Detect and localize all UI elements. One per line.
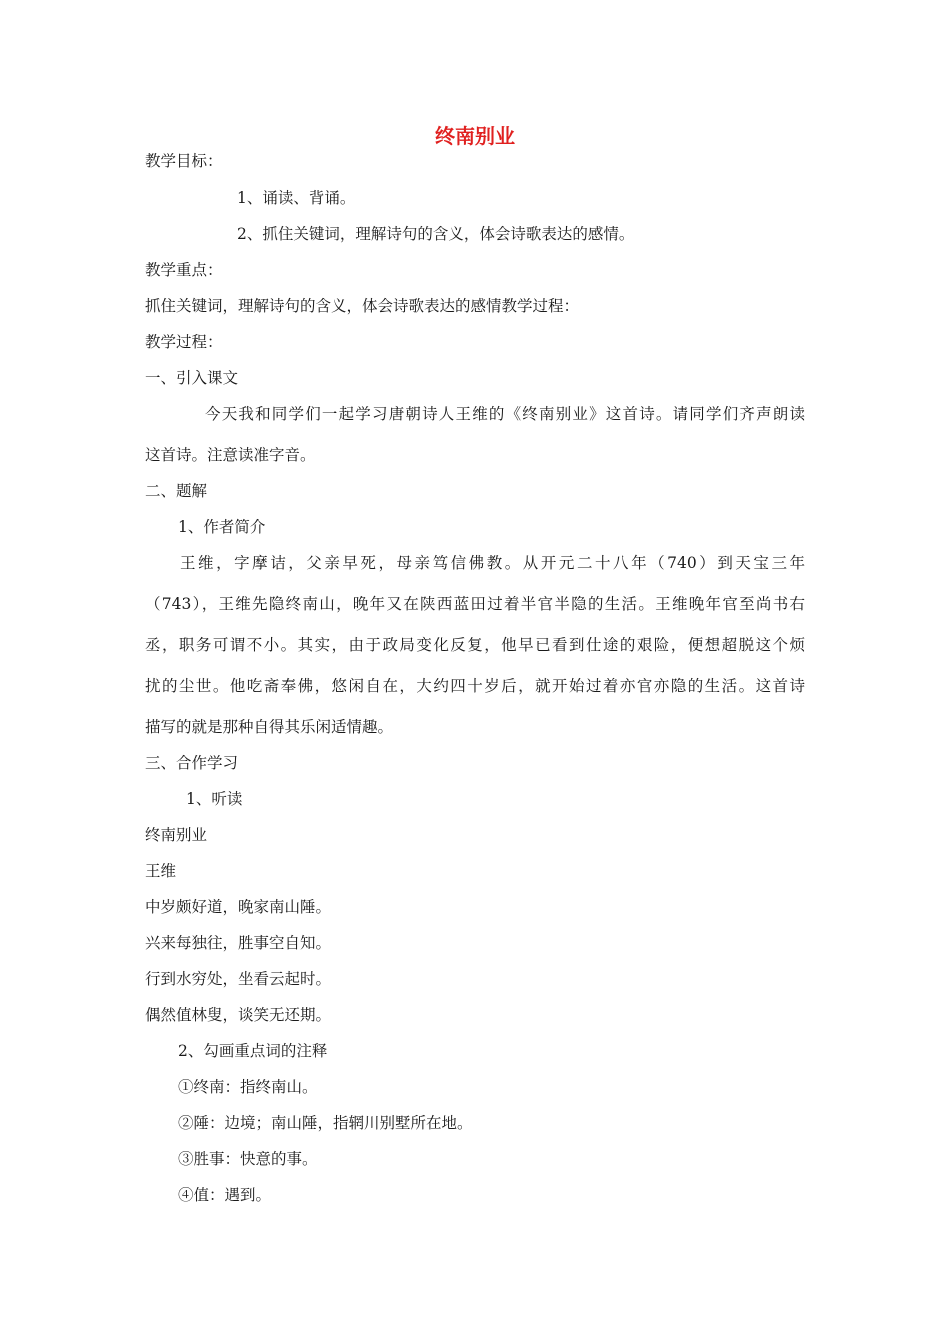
focus-heading: 教学重点： <box>145 261 223 279</box>
notes-heading: 2、勾画重点词的注释 <box>178 1042 328 1060</box>
poem-line-4: 偶然值林叟，谈笑无还期。 <box>145 1006 332 1024</box>
note-item-4: ④值：遇到。 <box>178 1186 272 1204</box>
section-heading-intro: 一、引入课文 <box>145 369 239 387</box>
page-title: 终南别业 <box>435 124 515 148</box>
poem-author: 王维 <box>145 862 177 880</box>
intro-paragraph-line-1: 今天我和同学们一起学习唐朝诗人王维的《终南别业》这首诗。请同学们齐声朗读 <box>205 405 805 423</box>
goal-heading: 教学目标： <box>145 152 223 170</box>
section-heading-cooperative-learning: 三、合作学习 <box>145 754 239 772</box>
poem-line-2: 兴来每独往，胜事空自知。 <box>145 934 332 952</box>
listen-heading: 1、听读 <box>186 790 243 808</box>
bio-paragraph-line-3: 丞，职务可谓不小。其实，由于政局变化反复，他早已看到仕途的艰险，便想超脱这个烦 <box>145 636 805 654</box>
note-item-1: ①终南：指终南山。 <box>178 1078 318 1096</box>
goal-item-2: 2、抓住关键词，理解诗句的含义，体会诗歌表达的感情。 <box>237 225 635 243</box>
poem-line-3: 行到水穷处，坐看云起时。 <box>145 970 332 988</box>
author-heading: 1、作者简介 <box>178 518 266 536</box>
poem-line-1: 中岁颇好道，晚家南山陲。 <box>145 898 332 916</box>
poem-title: 终南别业 <box>145 826 208 844</box>
intro-paragraph-line-2: 这首诗。注意读准字音。 <box>145 446 316 464</box>
section-heading-title-explanation: 二、题解 <box>145 482 208 500</box>
note-item-2: ②陲：边境；南山陲，指辋川别墅所在地。 <box>178 1114 473 1132</box>
bio-paragraph-line-5: 描写的就是那种自得其乐闲适情趣。 <box>145 718 394 736</box>
bio-paragraph-line-2: （743），王维先隐终南山，晚年又在陕西蓝田过着半官半隐的生活。王维晚年官至尚书右 <box>145 595 805 613</box>
bio-paragraph-line-4: 扰的尘世。他吃斋奉佛，悠闲自在，大约四十岁后，就开始过着亦官亦隐的生活。这首诗 <box>145 677 805 695</box>
goal-item-1: 1、诵读、背诵。 <box>237 189 356 207</box>
focus-text: 抓住关键词，理解诗句的含义，体会诗歌表达的感情教学过程： <box>145 297 580 315</box>
note-item-3: ③胜事：快意的事。 <box>178 1150 318 1168</box>
process-heading: 教学过程： <box>145 333 223 351</box>
bio-paragraph-line-1: 王维，字摩诘，父亲早死，母亲笃信佛教。从开元二十八年（740）到天宝三年 <box>180 554 805 572</box>
